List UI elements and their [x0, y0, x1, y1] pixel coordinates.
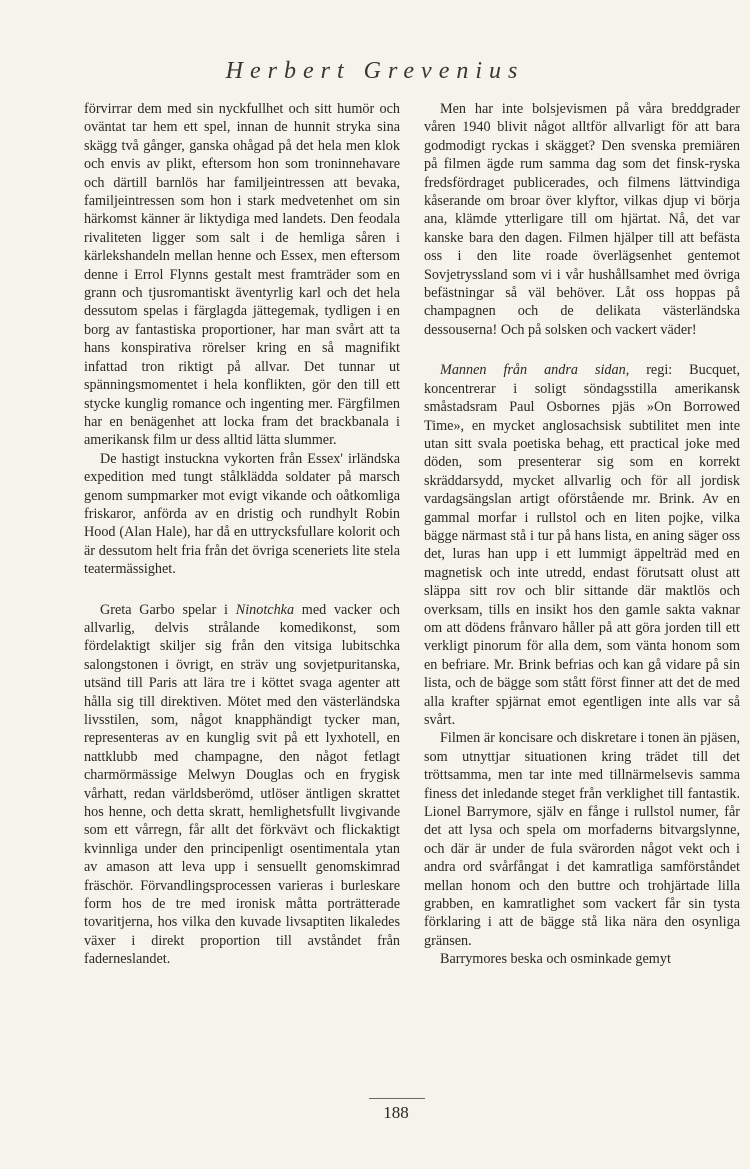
- left-column: [84, 100, 400, 969]
- paragraph-ninotchka: [84, 601, 400, 969]
- film-title-mannen: Mannen från andra sidan: [440, 362, 626, 379]
- paragraph-irish-expedition: De hastigt instuckna vykorten från Essex' irländska expedition med tungt stålklädda soldater på marsch genom sumpmarker mot evigt vikande och oåtkomliga friskaror, anförda av en dristig och rundhylt Robin Hood (Alan Hale), har då en uttrycksfullare kolorit och är dessutom helt fria från det övriga sceneriets lite stela teatermässighet.: [84, 450, 400, 578]
- ninotchka-intro: Greta Garbo spelar i: [100, 601, 236, 618]
- paragraph-mannen-fran-andra-sidan: [424, 361, 740, 729]
- right-column: [424, 100, 740, 969]
- running-header: Herbert Grevenius: [225, 58, 525, 84]
- film-title-ninotchka: Ninotchka: [235, 601, 295, 618]
- paragraph-bolshevism: Men har inte bolsjevismen på våra breddgrader våren 1940 blivit något alltför allvarligt för att bara godmodigt ryckas i skägget? Den svenska premiären på filmen ägde rum samma dag som det finsk-ryska fredsfördraget publicerades, och filmens lättvindiga kåserande om broar över klyftor, vilkas djup vi börja ana, klämde ytterligare till om hjärtat. Nå, det var kanske bara den dagen. Filmen hjälper till att befästa oss i den lite roade överlägsenhet gentemot Sovjetryssland som vi i vår hushållsamhet med övriga befästningar så väl behöver. Låt oss hoppas på champagnen och de delikata västerländska dessouserna! Och på solsken och vackert väder!: [424, 101, 740, 338]
- ninotchka-body: med vacker och allvarlig, delvis strålande komedikonst, som fördelaktigt skiljer sig från den vitsiga lubitschka salongstonen i övrigt, en sträv ung sovjetpuritanska, utsänd till Paris att lära tre i köttet svaga agenter att hålla sig till direktiven. Mötet med den västerländska livsstilen, som, något knapphändigt tycker man, representeras av en kunglig svit på ett lyxhotell, en nattklubb med champagne, den något fetlagt charmörmässige Melwyn Douglas och en frygisk vårhatt, redan världsberömd, utlöser äntligen skrattet hos henne, och detta skratt, hemlighetsfullt livgivande som ett vårregn, får allt det förkvävt och flickaktigt kvinnliga under den principenligt osentimentala ytan av amason att leva upp i sensuellt genomskimrad fräschör. Förvandlingsprocessen varieras i burleskare form hos de tre med ironisk måtta porträtterade tovaritjerna, hos vilka den kuvade livsaptiten likaledes växer i direkt proportion till avståndet från faderneslandet.: [84, 601, 400, 968]
- page-number: 188: [383, 1103, 409, 1122]
- page-number-rule: [369, 1098, 425, 1099]
- mannen-body: , regi: Bucquet, koncentrerar i soligt söndagsstilla amerikansk småstadsram Paul Osbornes pjäs »On Borrowed Time», en mycket anglosachsisk subtilitet men inte utan sitt svala poetiska behag, ett practical joke med döden, som presenterar sig som en korrekt skräddarsydd, mycket allvarlig och för all jordisk vardagsängslan artigt oförstående mr. Brink. Av en gammal morfar i rullstol och en liten pojke, vilka bägge närmast stå i tur på hans lista, en aning säger oss det, luras han upp i ett lummigt äppelträd med en magnetisk och inte utredd, endast förutsatt olust att släppa sitt rov och blir sittande där maktlös och overksam, tills en insikt hos den gamle sakta vaknar om att dödens frånvaro håller på att göra jorden till ett verkligt pinorum för alla dem, som vänta honom som en befriare. Mr. Brink befrias och kan gå vidare på sin lista, och de bägge som stått först finner att det de med alla krafter spjärnat emot egentligen inte alls var så svårt.: [424, 362, 740, 728]
- paragraph-film-concise: Filmen är koncisare och diskretare i tonen än pjäsen, som utnyttjar situationen kring trädet till det tröttsamma, men tar inte med tillnärmelsevis samma finess det inledande steget från verklighet till fantastik. Lionel Barrymore, själv en fånge i rullstol numer, får det att lysa och spela om morfaderns bitvargslynne, och där är under de fula svärorden något vekt och i andra ord svårfångat i det kamratliga samförståndet mellan honom och den buttre och trohjärtade lilla grabben, en kamratlighet som vackert får sin tysta förklaring i att de bägge stå lika nära den osynliga gränsen.: [424, 730, 740, 949]
- paragraph-essex-continued: förvirrar dem med sin nyckfullhet och sitt humör och oväntat tar hem ett spel, innan de hunnit stryka sina skägg två gånger, ganska ohågad på det hela men klok och envis av plikt, eftersom hon som troninnehavare och därtill barnlös har familjeintressen att bevaka, familjeintressen som hon i stark medvetenhet om sin härkomst känner är liktydiga med landets. Den feodala rivaliteten ligger som salt i de hemliga såren i kärlekshandeln mellan henne och Essex, men eftersom denne i Errol Flynns gestalt mest framträder som en grann och tjusromantiskt äventyrlig karl och det hela dessutom spelas i färglagda jättegemak, tydligen i en borg av fantastiska proportioner, har man svårt att ta hans konspirativa rörelser kring en så magnifikt infattad tron riktigt på allvar. Det tunnar ut spänningsmomentet i hela konflikten, gör den till ett stycke kunglig romance och ingenting mer. Färgfilmen har en benägenhet att locka fram det brackbanala i amerikansk film ur dess alltid lätta slummer.: [84, 101, 400, 449]
- paragraph-barrymore: Barrymores beska och osminkade gemyt: [440, 951, 671, 968]
